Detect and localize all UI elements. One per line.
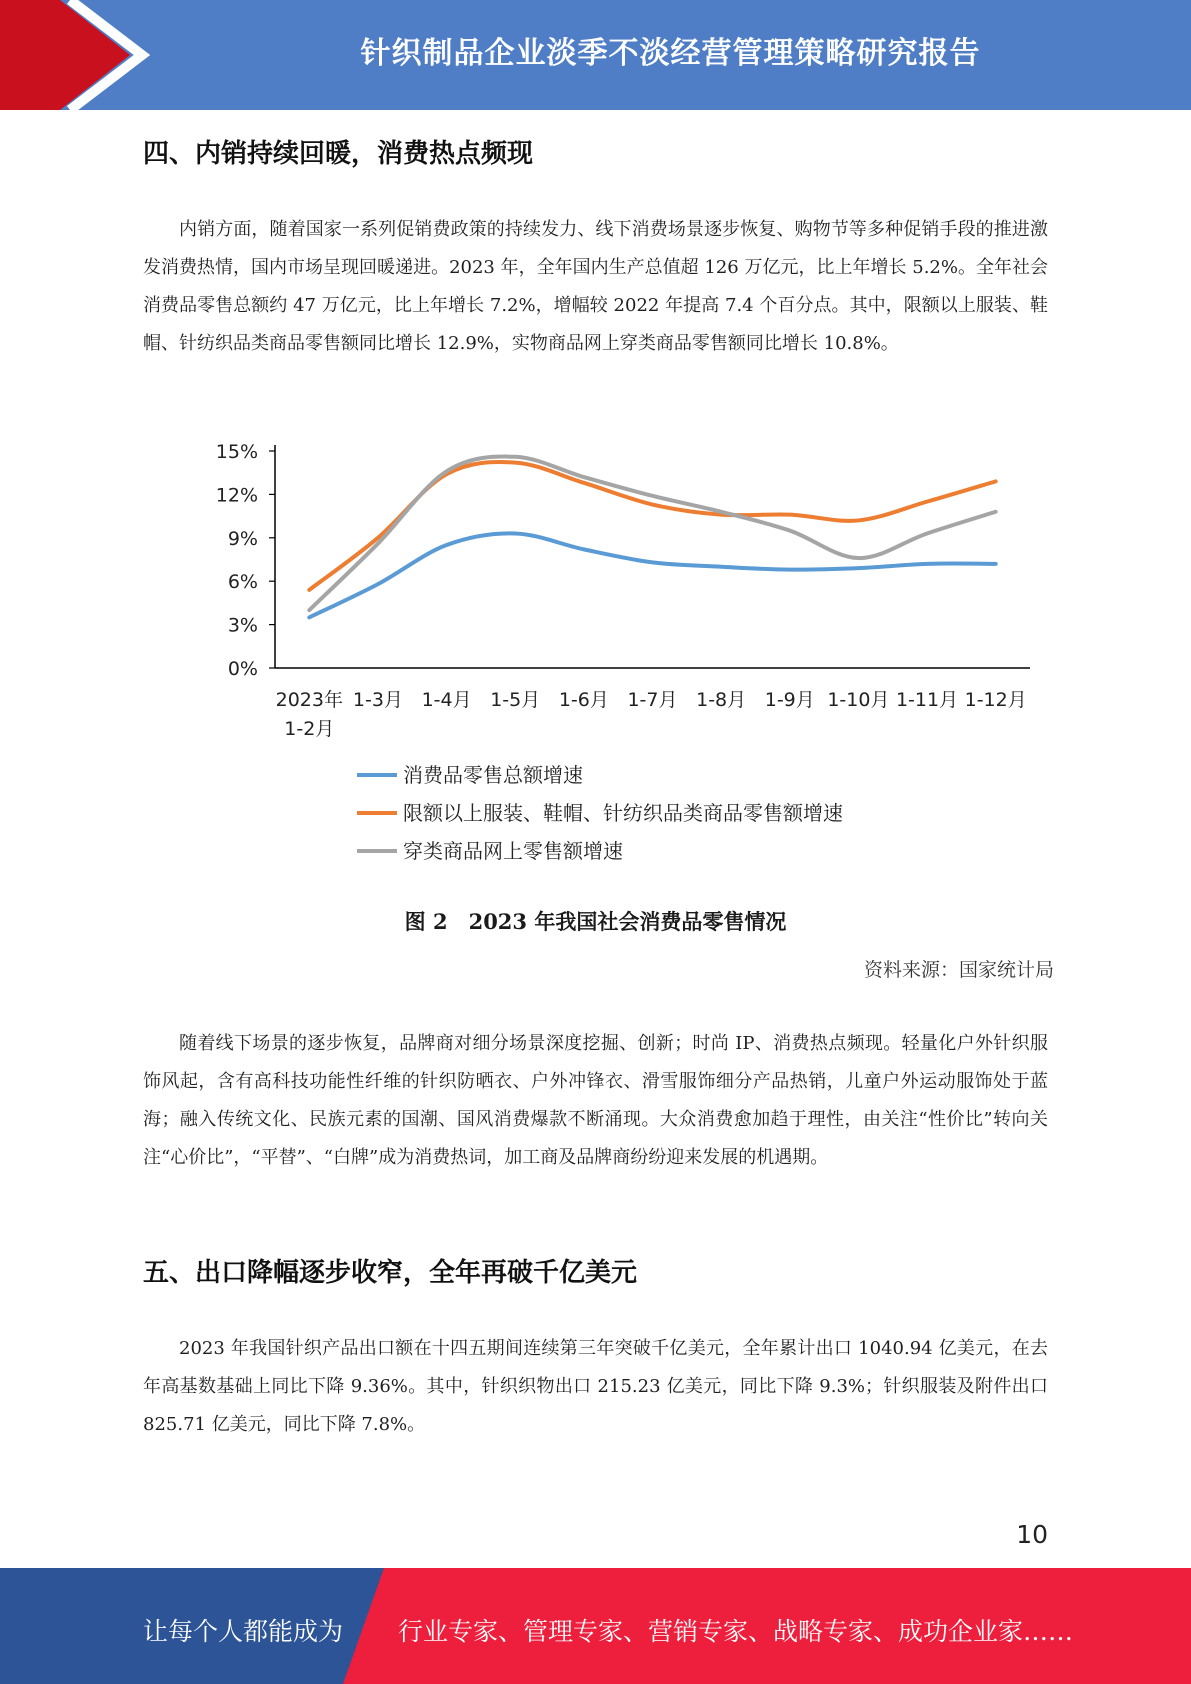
x-tick-label: 1-3月: [352, 689, 403, 711]
x-tick-label: 1-6月: [558, 689, 609, 711]
page-number: 10: [1016, 1520, 1048, 1549]
legend-label-1: 消费品零售总额增速: [403, 763, 583, 787]
section-heading-4: 四、内销持续回暖，消费热点频现: [143, 139, 534, 169]
line-chart: [190, 425, 1060, 865]
series-line-1: [309, 533, 995, 617]
figure-caption: 图 2 2023 年我国社会消费品零售情况: [404, 909, 787, 934]
x-tick-label: 1-12月: [964, 689, 1027, 711]
footer-slogan-right: 行业专家、管理专家、营销专家、战略专家、成功企业家……: [398, 1617, 1074, 1646]
y-tick-label: 6%: [227, 571, 258, 594]
x-tick-label: 1-10月: [827, 689, 890, 711]
x-tick-label: 1-7月: [627, 689, 678, 711]
y-tick-label: 12%: [215, 484, 258, 507]
section4-paragraph-2: 随着线下场景的逐步恢复，品牌商对细分场景深度挖掘、创新；时尚 IP、消费热点频现。轻量化户外针织服饰风起，含有高科技功能性纤维的针织防晒衣、户外冲锋衣、滑雪服饰细分产品热销，儿童户外运动服饰处于蓝海；融入传统文化、民族元素的国潮、国风消费爆款不断涌现。大众消费愈加趋于理性，由关注“性价比”转向关注“心价比”，“平替”、“白牌”成为消费热词，加工商及品牌商纷纷迎来发展的机遇期。: [143, 1033, 1048, 1168]
x-tick-label: 1-4月: [421, 689, 472, 711]
legend-label-2: 限额以上服装、鞋帽、针纺织品类商品零售额增速: [403, 801, 843, 825]
series-line-2: [309, 462, 995, 590]
y-tick-label: 3%: [227, 614, 258, 637]
report-title: 针织制品企业淡季不淡经营管理策略研究报告: [360, 36, 981, 71]
section4-paragraph-1: 内销方面，随着国家一系列促销费政策的持续发力、线下消费场景逐步恢复、购物节等多种促销手段的推进激发消费热情，国内市场呈现回暖递进。2023 年，全年国内生产总值超 126 万亿元，比上年增长 5.2%。全年社会消费品零售总额约 47 万亿元，比上年增长 7.2%，增幅较 2022 年提高 7.4 个百分点。其中，限额以上服装、鞋帽、针纺织品类商品零售额同比增长 12.9%，实物商品网上穿类商品零售额同比增长 10.8%。: [143, 219, 1048, 354]
footer-slogan-left: 让每个人都能成为: [143, 1617, 344, 1646]
legend-label-3: 穿类商品网上零售额增速: [403, 839, 623, 863]
figure-source: 资料来源：国家统计局: [863, 959, 1054, 981]
page-footer: [0, 1568, 1191, 1684]
x-tick-label: 1-11月: [895, 689, 959, 711]
x-tick-label: 1-2月: [284, 718, 335, 740]
y-tick-label: 15%: [215, 441, 258, 463]
y-tick-label: 0%: [227, 658, 258, 680]
y-tick-label: 9%: [227, 527, 258, 550]
series-line-3: [309, 457, 995, 611]
x-tick-label: 1-9月: [764, 689, 815, 711]
retail-growth-chart: [190, 425, 1060, 865]
x-tick-label: 2023年: [275, 689, 343, 711]
x-tick-label: 1-8月: [696, 689, 747, 711]
section-heading-5: 五、出口降幅逐步收窄，全年再破千亿美元: [143, 1258, 638, 1288]
x-tick-label: 1-5月: [490, 689, 541, 711]
section5-paragraph-1: 2023 年我国针织产品出口额在十四五期间连续第三年突破千亿美元，全年累计出口 1040.94 亿美元，在去年高基数基础上同比下降 9.36%。其中，针织织物出口 215.23 亿美元，同比下降 9.3%；针织服装及附件出口 825.71 亿美元，同比下降 7.8%。: [143, 1338, 1048, 1435]
page-header: [0, 0, 1191, 110]
